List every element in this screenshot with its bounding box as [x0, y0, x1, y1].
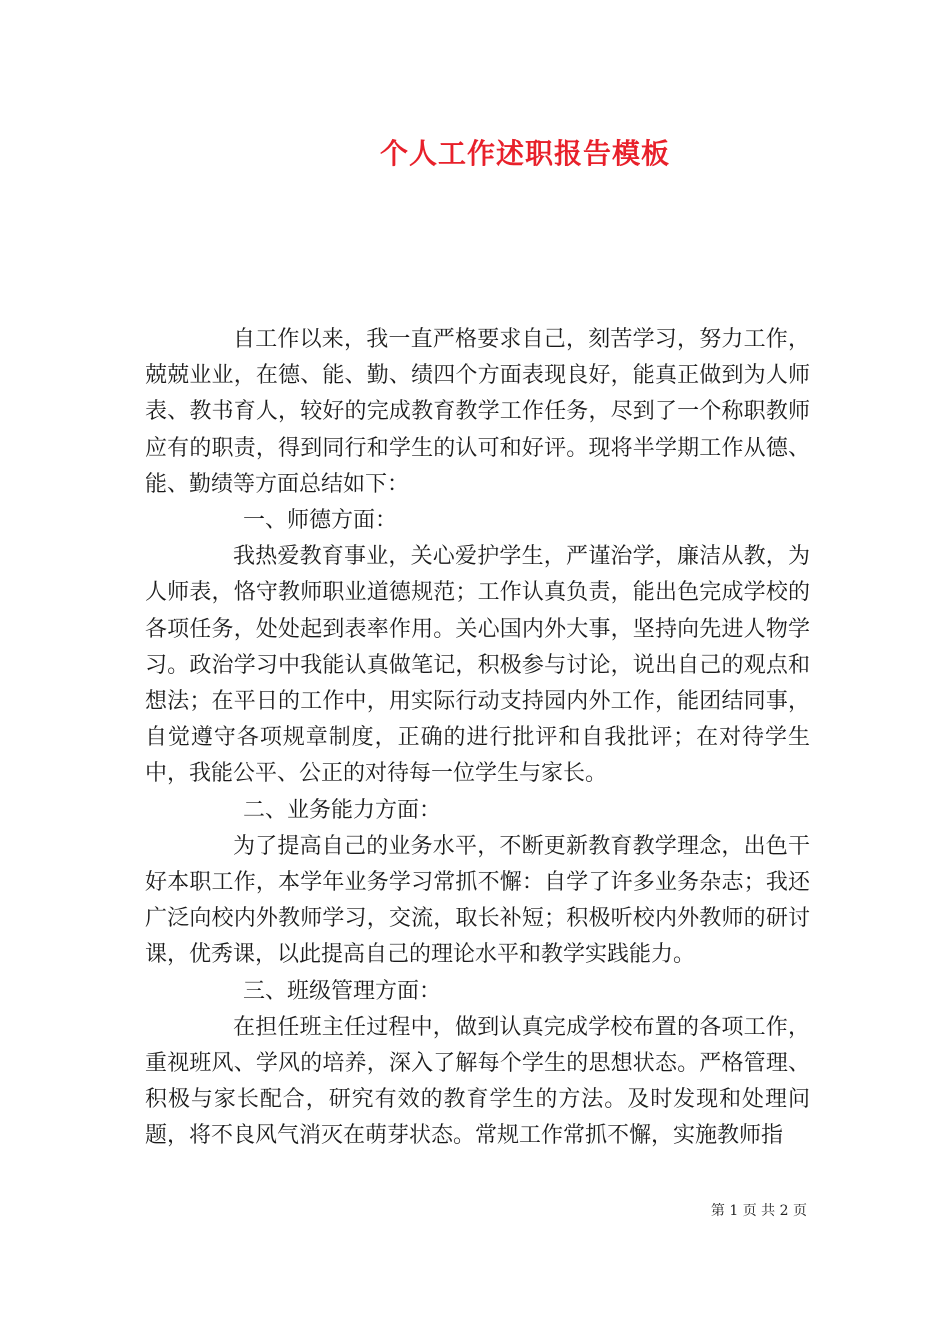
intro-paragraph: 自工作以来，我一直严格要求自己，刻苦学习，努力工作，兢兢业业，在德、能、勤、绩四个方面表现良好，能真正做到为人师表、教书育人，较好的完成教育教学工作任务，尽到了一个称职教师应有的职责，得到同行和学生的认可和好评。现将半学期工作从德、能、勤绩等方面总结如下：	[145, 327, 810, 497]
ethics-paragraph: 我热爱教育事业，关心爱护学生，严谨治学，廉洁从教，为人师表，恪守教师职业道德规范；工作认真负责，能出色完成学校的各项任务，处处起到表率作用。关心国内外大事，坚持向先进人物学习。政治学习中我能认真做笔记，积极参与讨论，说出自己的观点和想法；在平日的工作中，用实际行动支持园内外工作，能团结同事，自觉遵守各项规章制度，正确的进行批评和自我批评；在对待学生中，我能公平、公正的对待每一位学生与家长。	[145, 544, 810, 787]
section-heading-class-management: 三、班级管理方面：	[243, 978, 442, 1004]
document-body	[145, 322, 810, 1155]
section-heading-ability: 二、业务能力方面：	[243, 797, 442, 823]
document-title: 个人工作述职报告模板	[379, 137, 670, 170]
section-heading-ethics: 一、师德方面：	[243, 508, 398, 534]
ability-paragraph: 为了提高自己的业务水平，不断更新教育教学理念，出色干好本职工作，本学年业务学习常抓不懈：自学了许多业务杂志；我还广泛向校内外教师学习，交流，取长补短；积极听校内外教师的研讨课，优秀课，以此提高自己的理论水平和教学实践能力。	[145, 833, 810, 968]
page-number: 第 1 页 共 2 页	[710, 1203, 807, 1219]
class-management-paragraph: 在担任班主任过程中，做到认真完成学校布置的各项工作，重视班风、学风的培养，深入了解每个学生的思想状态。严格管理、积极与家长配合，研究有效的教育学生的方法。及时发现和处理问题，将不良风气消灭在萌芽状态。常规工作常抓不懈，实施教师指	[145, 1014, 810, 1149]
